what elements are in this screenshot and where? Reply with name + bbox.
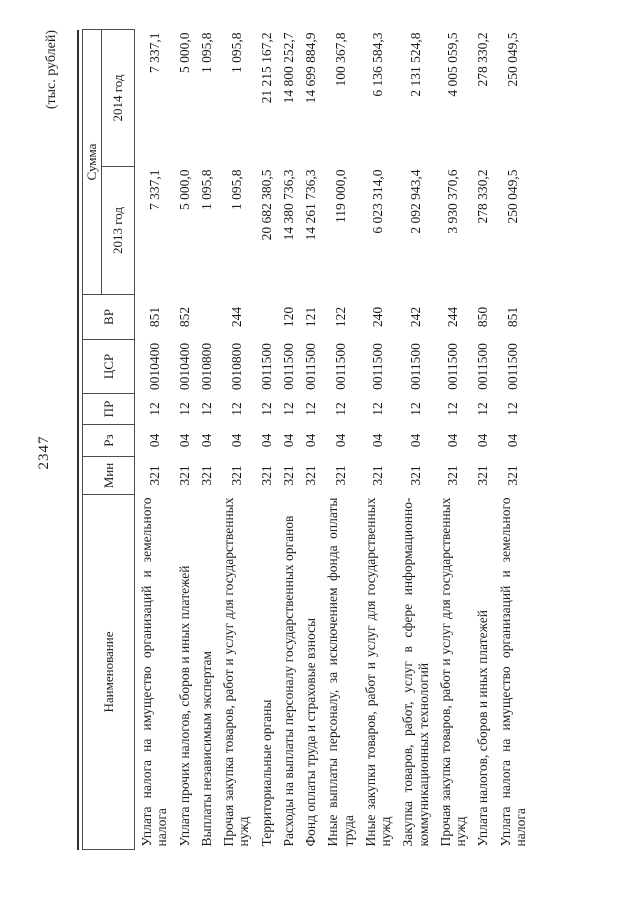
cell-name: Расходы на выплаты персоналу государственных органов	[280, 515, 296, 847]
cell-pr: 12	[475, 402, 491, 416]
cell-pr: 12	[176, 402, 192, 416]
cell-csr: 0011500	[407, 343, 423, 390]
header-csr: ЦСР	[83, 340, 135, 394]
cell-name: Фонд оплаты труда и страховые взносы	[303, 617, 318, 847]
cell-y2014: 1 095,8	[228, 32, 244, 73]
cell-min: 321	[505, 465, 521, 486]
cell-vr: 852	[176, 306, 192, 328]
page-number: 2347	[36, 435, 52, 470]
cell-rz: 04	[146, 433, 162, 448]
cell-csr: 0011500	[505, 343, 521, 390]
cell-y2013: 7 337,1	[146, 169, 162, 210]
cell-y2014: 5 000,0	[176, 32, 192, 73]
cell-y2014: 7 337,1	[146, 32, 162, 73]
cell-name: Уплата налога на имущество организаций и земельного налога	[497, 497, 528, 847]
cell-name: Выплаты независимым экспертам	[198, 651, 214, 847]
cell-vr: 850	[475, 306, 491, 328]
cell-y2013: 6 023 314,0	[370, 169, 386, 234]
cell-y2013: 2 092 943,4	[407, 169, 423, 234]
budget-table	[82, 29, 531, 850]
table-row	[195, 30, 217, 850]
cell-y2014: 278 330,2	[475, 32, 491, 87]
cell-rz: 04	[505, 433, 521, 448]
header-name: Наименование	[83, 495, 135, 850]
cell-csr: 0011500	[370, 343, 386, 390]
cell-vr: 120	[280, 306, 296, 328]
cell-y2013: 1 095,8	[198, 169, 214, 210]
cell-vr: 244	[228, 306, 244, 328]
cell-rz: 04	[228, 433, 244, 448]
cell-pr: 12	[280, 402, 296, 416]
table-row	[321, 30, 359, 850]
cell-csr: 0011500	[332, 343, 348, 390]
cell-rz: 04	[258, 433, 274, 448]
cell-min: 321	[332, 465, 348, 486]
cell-min: 321	[475, 465, 491, 486]
cell-y2014: 4 005 059,5	[445, 32, 461, 97]
cell-name: Уплата прочих налогов, сборов и иных платежей	[176, 565, 192, 847]
cell-y2014: 250 049,5	[505, 32, 521, 87]
cell-y2013: 5 000,0	[176, 169, 192, 210]
header-2014: 2014 год	[102, 30, 135, 167]
header-sum: Сумма	[83, 30, 102, 295]
cell-pr: 12	[370, 402, 386, 416]
table-row	[359, 30, 397, 850]
cell-csr: 0011500	[280, 343, 296, 390]
header-rz: Рз	[83, 425, 135, 457]
cell-rz: 04	[407, 433, 423, 448]
table-row	[135, 30, 173, 850]
cell-name: Территориальные органы	[258, 699, 274, 847]
units-label: (тыс. рублей)	[44, 30, 59, 110]
cell-min: 321	[176, 465, 192, 486]
cell-vr: 851	[146, 306, 162, 328]
cell-pr: 12	[332, 402, 348, 416]
cell-min: 321	[258, 465, 274, 486]
cell-vr: 121	[303, 306, 318, 328]
cell-pr: 12	[228, 402, 244, 416]
cell-vr: 244	[445, 306, 461, 328]
cell-y2013: 20 682 380,5	[258, 169, 274, 241]
cell-y2014: 1 095,8	[198, 32, 214, 73]
cell-name: Прочая закупка товаров, работ и услуг для государственных нужд	[437, 497, 468, 847]
cell-rz: 04	[475, 433, 491, 448]
cell-min: 321	[370, 465, 386, 486]
cell-y2014: 14 800 252,7	[280, 32, 296, 104]
cell-csr: 0011500	[258, 343, 274, 390]
cell-min: 321	[407, 465, 423, 486]
cell-y2013: 1 095,8	[228, 169, 244, 210]
cell-pr: 12	[146, 402, 162, 416]
cell-name: Прочая закупка товаров, работ и услуг для государственных нужд	[221, 497, 252, 847]
cell-pr: 12	[505, 402, 521, 416]
header-pr: ПР	[83, 394, 135, 425]
cell-csr: 0011500	[475, 343, 491, 390]
cell-csr: 0010800	[198, 342, 214, 391]
cell-name: Закупка товаров, работ, услуг в сфере информационно-коммуникационных технологий	[400, 497, 431, 847]
cell-y2013: 278 330,2	[475, 169, 491, 224]
table-row	[173, 30, 195, 850]
cell-y2014: 2 131 524,8	[407, 32, 423, 97]
cell-vr	[255, 295, 277, 340]
cell-rz: 04	[280, 433, 296, 448]
cell-vr	[195, 295, 217, 340]
cell-y2013: 3 930 370,6	[445, 169, 461, 234]
table-row	[255, 30, 277, 850]
cell-pr: 12	[407, 402, 423, 416]
header-row-top	[83, 30, 102, 850]
cell-y2013: 14 261 736,3	[303, 169, 318, 241]
cell-pr: 12	[198, 402, 214, 416]
cell-y2014: 6 136 584,3	[370, 32, 386, 97]
cell-csr: 0010400	[146, 342, 162, 391]
cell-rz: 04	[445, 433, 461, 448]
table-header	[83, 30, 135, 850]
table-row	[494, 30, 532, 850]
header-min: Мин	[83, 457, 135, 495]
table-row	[299, 30, 321, 850]
cell-vr: 122	[332, 306, 348, 328]
cell-csr: 0011500	[303, 343, 318, 390]
cell-name: Иные закупки товаров, работ и услуг для государственных нужд	[362, 497, 393, 847]
cell-vr: 851	[505, 306, 521, 328]
cell-y2014: 14 699 884,9	[303, 32, 318, 104]
cell-y2013: 119 000,0	[332, 169, 348, 223]
cell-vr: 240	[370, 306, 386, 328]
cell-min: 321	[303, 465, 318, 486]
cell-y2013: 250 049,5	[505, 169, 521, 224]
cell-vr: 242	[407, 306, 423, 328]
cell-rz: 04	[198, 433, 214, 448]
table-row	[277, 30, 299, 850]
cell-rz: 04	[332, 433, 348, 448]
cell-y2014: 21 215 167,2	[258, 32, 274, 104]
cell-name: Уплата налогов, сборов и иных платежей	[475, 610, 491, 847]
cell-name: Уплата налога на имущество организаций и земельного налога	[139, 497, 170, 847]
cell-min: 321	[445, 465, 461, 486]
table-row	[396, 30, 434, 850]
cell-pr: 12	[445, 402, 461, 416]
cell-csr: 0010400	[176, 342, 192, 391]
header-vr: ВР	[83, 295, 135, 340]
header-2013: 2013 год	[102, 167, 135, 295]
cell-y2014: 100 367,8	[332, 32, 348, 87]
cell-csr: 0010800	[228, 342, 244, 391]
table-row	[217, 30, 255, 850]
cell-pr: 12	[258, 402, 274, 416]
cell-y2013: 14 380 736,3	[280, 169, 296, 241]
table-body	[135, 30, 532, 850]
cell-min: 321	[198, 465, 214, 486]
cell-pr: 12	[303, 402, 318, 416]
cell-rz: 04	[176, 433, 192, 448]
cell-min: 321	[228, 465, 244, 486]
table-top-rule	[77, 30, 79, 850]
table-row	[434, 30, 472, 850]
cell-csr: 0011500	[445, 343, 461, 390]
table-row	[471, 30, 493, 850]
cell-rz: 04	[303, 433, 318, 448]
cell-min: 321	[280, 465, 296, 486]
cell-rz: 04	[370, 433, 386, 448]
cell-min: 321	[146, 465, 162, 486]
cell-name: Иные выплаты персоналу, за исключением фонда оплаты труда	[325, 497, 356, 847]
